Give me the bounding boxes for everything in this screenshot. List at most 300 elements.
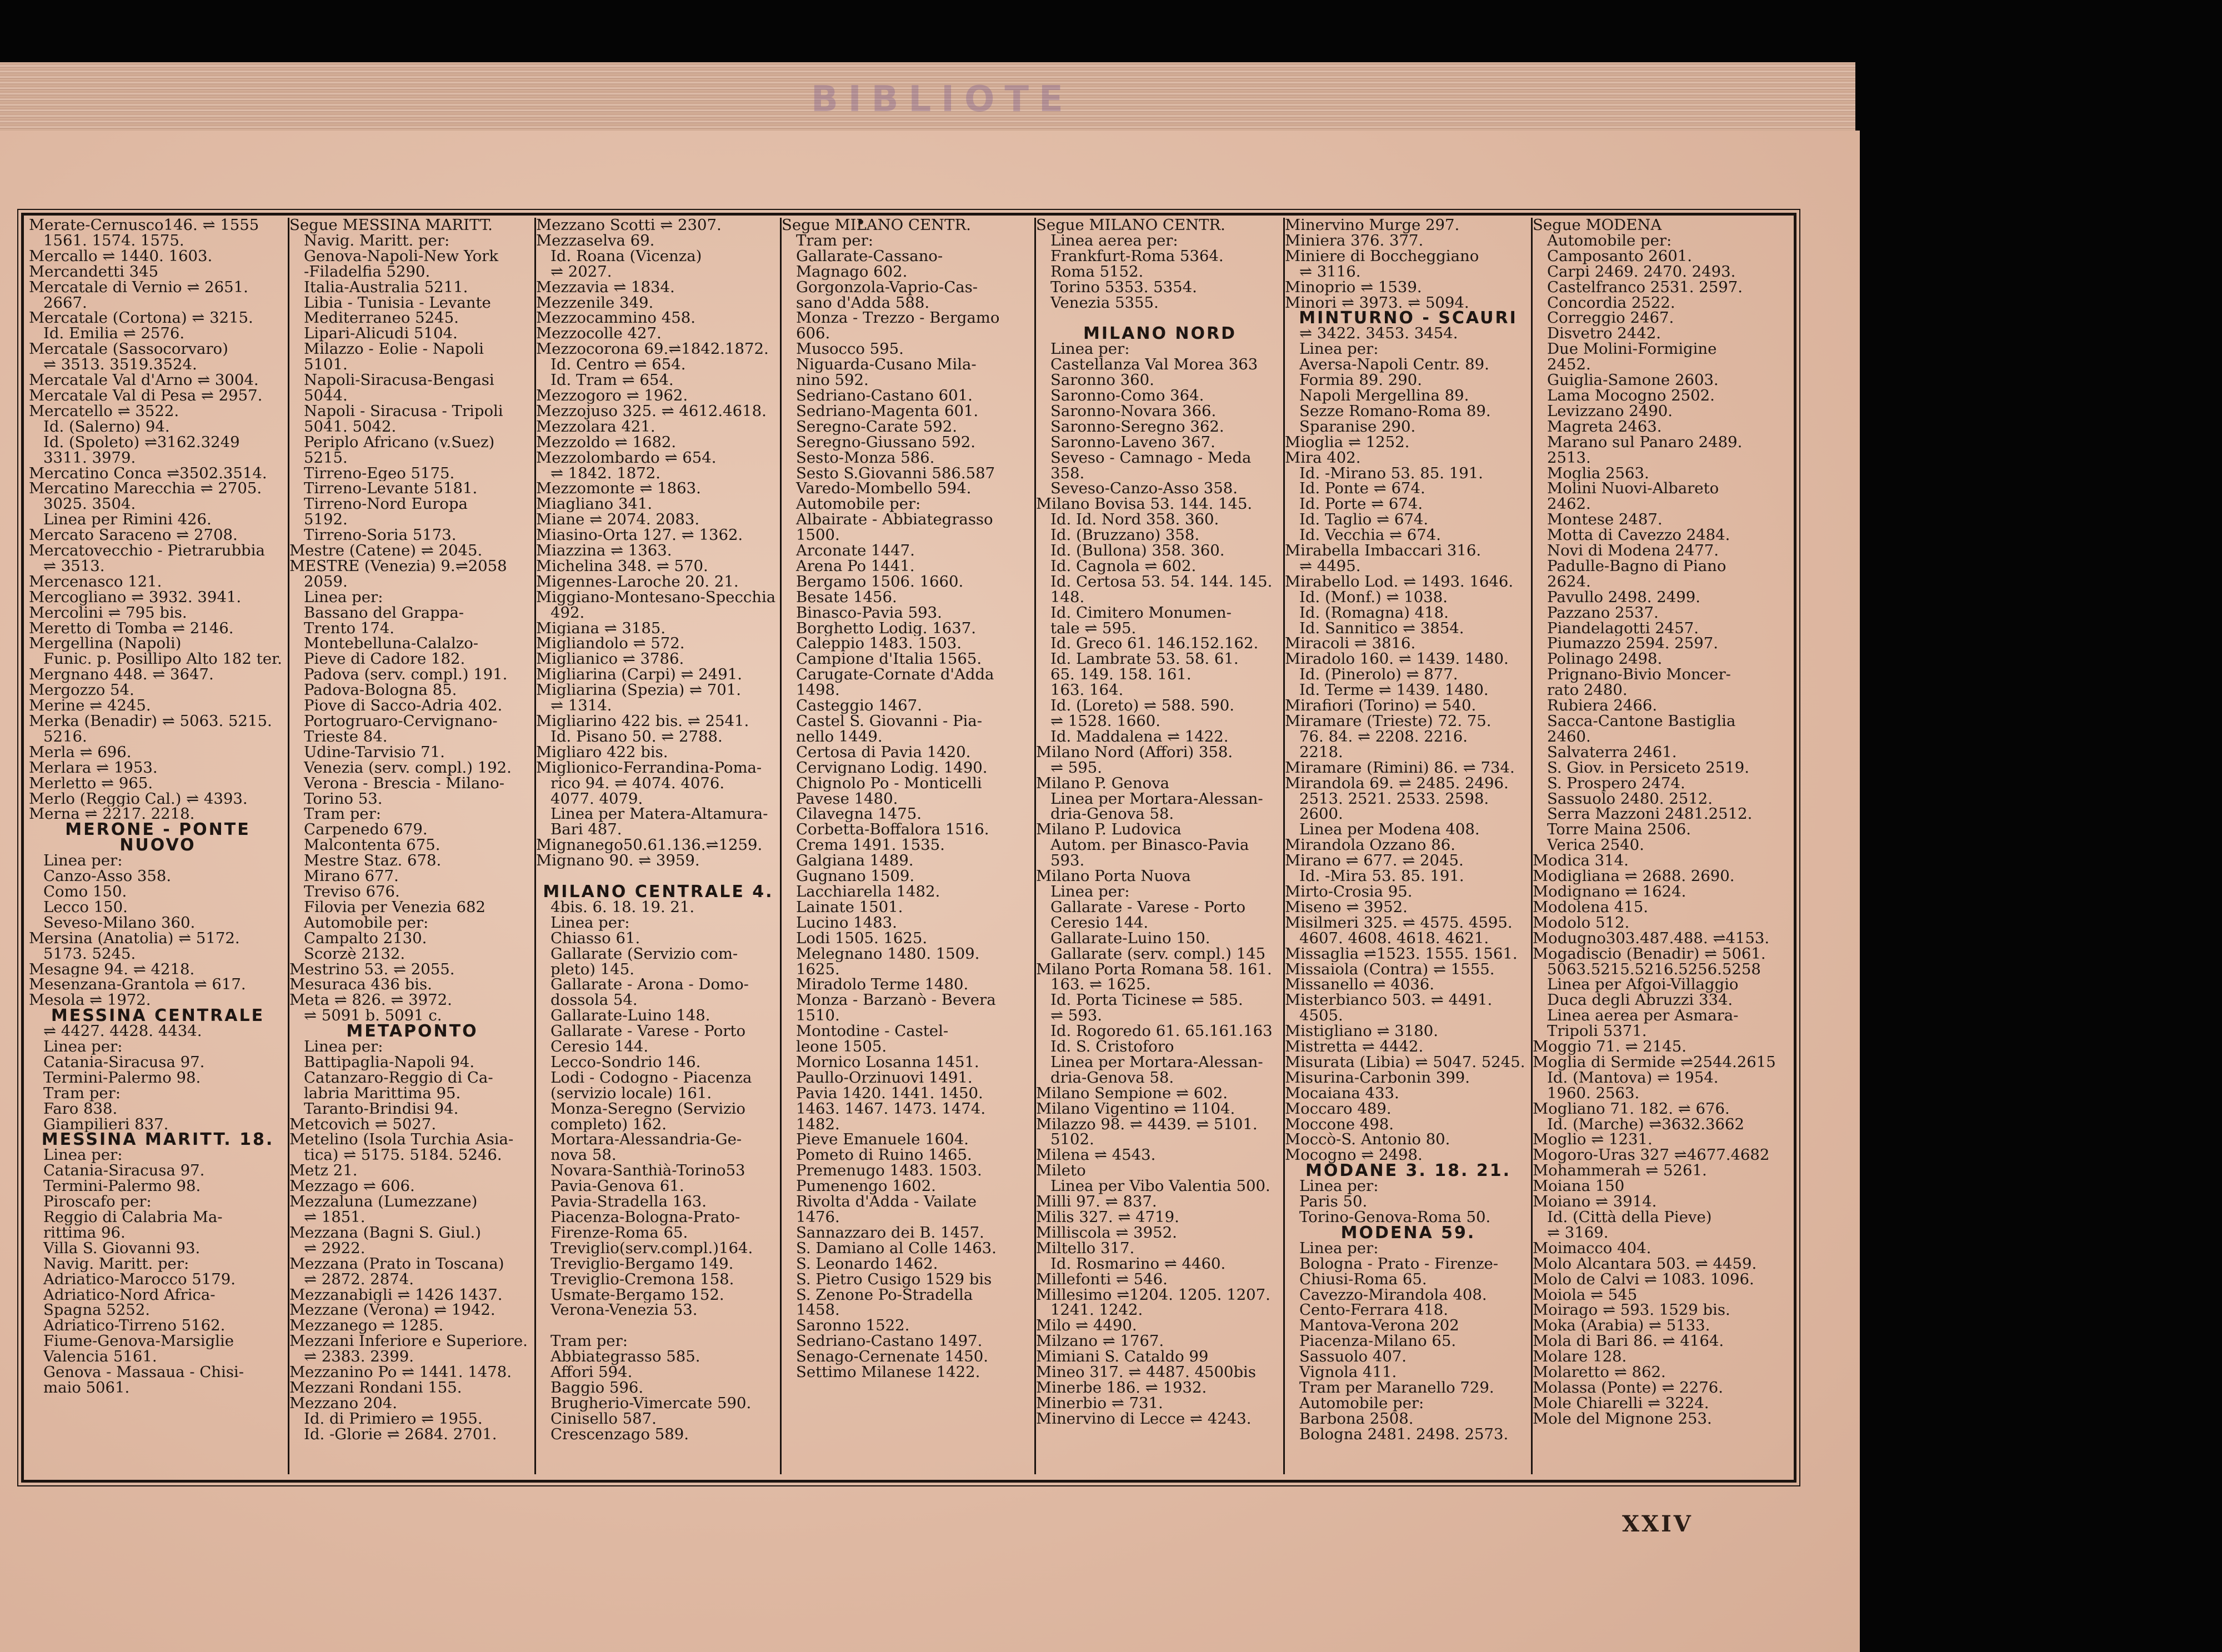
index-entry: Moglia 2563. (1547, 465, 1649, 482)
index-entry: Mezzocorona 69.⇌1842.1872. (536, 342, 769, 358)
index-entry: Mantova-Verona 202 (1299, 1318, 1459, 1334)
index-entry: Tirreno-Levante 5181. (304, 481, 478, 497)
index-entry: Pometo di Ruino 1465. (796, 1148, 972, 1164)
index-entry: Moccone 498. (1285, 1117, 1394, 1133)
index-entry: Gugnano 1509. (796, 869, 915, 884)
index-entry: Automobile per: (1547, 233, 1672, 249)
index-entry: Id. Lambrate 53. 58. 61. (1050, 652, 1239, 668)
index-entry: Id. Porte ⇌ 674. (1299, 497, 1423, 513)
index-entry: Treviglio(serv.compl.)164. (551, 1240, 753, 1256)
index-entry: Merlo (Reggio Cal.) ⇌ 4393. (29, 791, 248, 807)
index-entry: dossola 54. (551, 993, 638, 1009)
index-entry: 492. (551, 605, 585, 621)
index-entry: 606. (796, 326, 830, 342)
index-entry: Firenze-Roma 65. (551, 1225, 688, 1241)
index-entry: Mercatale Val d'Arno ⇌ 3004. (29, 373, 259, 388)
index-entry: ⇌ 3513. 3519.3524. (43, 357, 197, 373)
index-entry: Linea per Matera-Altamura- (551, 807, 768, 823)
index-entry: Id. Maddalena ⇌ 1422. (1050, 729, 1229, 745)
index-entry: Merna ⇌ 2217. 2218. (29, 807, 195, 823)
index-entry: Mirto-Crosia 95. (1285, 884, 1413, 900)
index-entry: Id. -Mira 53. 85. 191. (1299, 869, 1464, 884)
index-entry: Sparanise 290. (1299, 419, 1416, 435)
index-entry: Battipaglia-Napoli 94. (304, 1054, 475, 1070)
index-entry: Mole Chiarelli ⇌ 3224. (1533, 1395, 1709, 1411)
index-entry: Milena ⇌ 4543. (1036, 1148, 1156, 1164)
index-entry: Motta di Cavezzo 2484. (1547, 528, 1730, 544)
index-entry: Mezzanabigli ⇌ 1426 1437. (289, 1287, 503, 1303)
index-entry (1036, 311, 1284, 326)
index-entry: Modignano ⇌ 1624. (1533, 884, 1686, 900)
index-entry: Linea aerea per Asmara- (1547, 1008, 1739, 1024)
index-entry: Sedriano-Castano 601. (796, 388, 973, 404)
index-entry: 65. 149. 158. 161. (1050, 667, 1192, 683)
index-entry: Gallarate-Luino 148. (551, 1008, 710, 1024)
index-entry: Termini-Palermo 98. (43, 1179, 201, 1195)
index-entry: Mezzogoro ⇌ 1962. (536, 388, 688, 404)
index-entry: Binasco-Pavia 593. (796, 605, 942, 621)
index-entry: Milano Sempione ⇌ 602. (1036, 1085, 1228, 1102)
index-entry: Salvaterra 2461. (1547, 744, 1677, 760)
library-stamp: BIBLIOTE (811, 79, 1073, 120)
index-entry: Missaiola (Contra) ⇌ 1555. (1285, 962, 1495, 978)
index-entry: Mola di Bari 86. ⇌ 4164. (1533, 1334, 1724, 1350)
index-entry: Mezzano 204. (289, 1395, 398, 1411)
index-entry: Milano P. Ludovica (1036, 822, 1182, 838)
index-entry: Lucino 1483. (796, 915, 897, 931)
index-entry (536, 1318, 780, 1334)
index-entry: Piumazzo 2594. 2597. (1547, 636, 1718, 652)
index-entry: Milano P. Genova (1036, 775, 1170, 792)
index-entry: Mesuraca 436 bis. (289, 977, 432, 993)
index-entry: Albairate - Abbiategrasso (796, 512, 993, 528)
index-entry: Spagna 5252. (43, 1303, 151, 1319)
index-entry: Linea aerea per: (1050, 233, 1178, 249)
index-entry: Casteggio 1467. (796, 698, 922, 714)
index-entry: Automobile per: (796, 497, 921, 513)
index-entry: Id. Sannitico ⇌ 3854. (1299, 620, 1464, 637)
index-entry: Venezia 5355. (1050, 295, 1159, 311)
index-entry: ⇌ 2383. 2399. (304, 1349, 414, 1365)
index-entry: Miniera 376. 377. (1285, 233, 1424, 249)
index-entry: Settimo Milanese 1422. (796, 1365, 980, 1380)
index-entry: Mirandola Ozzano 86. (1285, 838, 1455, 854)
index-entry: Lipari-Alicudi 5104. (304, 326, 458, 342)
index-entry: Faro 838. (43, 1101, 118, 1117)
index-entry: Bologna 2481. 2498. 2573. (1299, 1426, 1509, 1443)
index-entry: Tram per Maranello 729. (1299, 1380, 1494, 1396)
index-entry: Mortara-Alessandria-Ge- (551, 1132, 742, 1148)
index-entry: Malcontenta 675. (304, 838, 441, 854)
index-entry: Lacchiarella 1482. (796, 884, 940, 900)
index-entry: Gallarate-Luino 150. (1050, 930, 1210, 947)
index-entry: Moiana 150 (1533, 1179, 1625, 1195)
index-entry: Gallarate - Arona - Domo- (551, 977, 749, 993)
index-entry: ⇌ 2872. 2874. (304, 1271, 414, 1288)
index-entry: 1960. 2563. (1547, 1085, 1640, 1102)
index-entry: Mezzaselva 69. (536, 233, 655, 249)
index-entry: Moiola ⇌ 545 (1533, 1287, 1638, 1303)
index-entry: Linea per Mortara-Alessan- (1050, 791, 1263, 807)
index-entry: labria Marittima 95. (304, 1085, 461, 1102)
index-entry: Gallarate - Varese - Porto (551, 1024, 746, 1040)
index-entry: Autom. per Binasco-Pavia (1050, 838, 1249, 854)
index-entry: Pumenengo 1602. (796, 1179, 936, 1195)
index-entry: Guiglia-Samone 2603. (1547, 373, 1719, 388)
index-entry: Baggio 596. (551, 1380, 644, 1396)
index-entry: Verona-Venezia 53. (551, 1303, 698, 1319)
index-entry: Modica 314. (1533, 853, 1629, 869)
index-entry: Lainate 1501. (796, 899, 903, 915)
index-entry: Lama Mocogno 2502. (1547, 388, 1715, 404)
index-entry: Mercatovecchio - Pietrarubbia (29, 543, 265, 559)
index-entry: Mezzanino Po ⇌ 1441. 1478. (289, 1365, 512, 1380)
index-entry: Mirafiori (Torino) ⇌ 540. (1285, 698, 1477, 714)
index-entry: Chignolo Po - Monticelli (796, 775, 982, 792)
index-entry: Formia 89. 290. (1299, 373, 1422, 388)
index-entry: Mogadiscio (Benadir) ⇌ 5061. (1533, 946, 1766, 962)
index-entry: Miggiano-Montesano-Specchia (536, 589, 776, 605)
index-entry: Paris 50. (1299, 1194, 1368, 1210)
index-entry: Linea per: (43, 1039, 123, 1055)
index-entry: Varedo-Mombello 594. (796, 481, 972, 497)
index-entry: MESTRE (Venezia) 9.⇌2058 (289, 558, 507, 574)
index-entry: Barbona 2508. (1299, 1411, 1414, 1427)
index-entry: Miazzina ⇌ 1363. (536, 543, 672, 559)
index-entry: Id. (Marche) ⇌3632.3662 (1547, 1117, 1744, 1133)
index-entry: Id. -Glorie ⇌ 2684. 2701. (304, 1426, 497, 1443)
index-entry: ⇌ 1528. 1660. (1050, 714, 1160, 729)
index-entry: Tirreno-Nord Europa (304, 497, 468, 513)
index-entry: Sassuolo 407. (1299, 1349, 1407, 1365)
index-entry: Migiana ⇌ 3185. (536, 620, 666, 637)
index-entry: Millesimo ⇌1204. 1205. 1207. (1036, 1287, 1270, 1303)
index-entry: maio 5061. (43, 1380, 130, 1396)
index-entry: Id. S. Cristoforo (1050, 1039, 1174, 1055)
index-entry: ⇌ 3169. (1547, 1225, 1609, 1241)
index-entry: Due Molini-Formigine (1547, 342, 1717, 358)
index-entry: Id. (Spoleto) ⇌3162.3249 (43, 434, 240, 450)
index-entry: Montese 2487. (1547, 512, 1663, 528)
index-entry: Crescenzago 589. (551, 1426, 689, 1443)
index-entry: Piove di Sacco-Adria 402. (304, 698, 503, 714)
index-entry: 4077. 4079. (551, 791, 643, 807)
index-entry: Moccaro 489. (1285, 1101, 1392, 1117)
index-entry: ⇌ 593. (1050, 1008, 1103, 1024)
index-entry: 1458. (796, 1303, 840, 1319)
index-entry: Miane ⇌ 2074. 2083. (536, 512, 700, 528)
index-entry: Mercallo ⇌ 1440. 1603. (29, 248, 213, 264)
index-entry: 3311. 3979. (43, 450, 136, 466)
page-edge (0, 62, 1855, 136)
index-entry: Filovia per Venezia 682 (304, 899, 486, 915)
index-entry (536, 869, 780, 884)
index-entry: Chiusi-Roma 65. (1299, 1271, 1427, 1288)
index-entry: Pieve Emanuele 1604. (796, 1132, 969, 1148)
index-entry: Seregno-Giussano 592. (796, 434, 976, 450)
index-entry: 148. (1050, 589, 1085, 605)
index-entry: Moglia di Sermide ⇌2544.2615 (1533, 1054, 1776, 1070)
index-entry: Pazzano 2537. (1547, 605, 1659, 621)
index-entry: Mohammerah ⇌ 5261. (1533, 1163, 1707, 1179)
index-entry: Segue MESSINA MARITT. (289, 218, 493, 233)
index-entry: Gallarate (serv. compl.) 145 (1050, 946, 1266, 962)
index-entry: Seveso-Canzo-Asso 358. (1050, 481, 1238, 497)
index-entry: Milazzo - Eolie - Napoli (304, 342, 484, 358)
index-entry: Saronno-Laveno 367. (1050, 434, 1215, 450)
index-entry: Milano Nord (Affori) 358. (1036, 744, 1233, 760)
index-entry: Mezzocammino 458. (536, 311, 695, 327)
index-entry: Sezze Romano-Roma 89. (1299, 403, 1491, 419)
index-entry: Mezzolara 421. (536, 419, 655, 435)
index-entry: Mercatino Conca ⇌3502.3514. (29, 465, 267, 482)
index-entry: Corbetta-Boffalora 1516. (796, 822, 989, 838)
index-entry: Mezzani Rondani 155. (289, 1380, 462, 1396)
index-entry: Linea per Afgoi-Villaggio (1547, 977, 1739, 993)
index-entry: Moglio ⇌ 1231. (1533, 1132, 1653, 1148)
index-entry: Sedriano-Castano 1497. (796, 1334, 983, 1350)
index-entry: nova 58. (551, 1148, 617, 1164)
index-entry: Segue MILANO CENTR. (1036, 218, 1225, 233)
index-entry: Monza-Seregno (Servizio (551, 1101, 745, 1117)
index-entry: Canzo-Asso 358. (43, 869, 172, 884)
section-heading: MESSINA CENTRALE (51, 1008, 265, 1024)
section-heading: MODENA 59. (1340, 1225, 1476, 1241)
index-entry: Mestre (Catene) ⇌ 2045. (289, 543, 483, 559)
index-entry: Marano sul Panaro 2489. (1547, 434, 1743, 450)
index-entry: Adriatico-Nord Africa- (43, 1287, 216, 1303)
index-entry: Padulle-Bagno di Piano (1547, 558, 1726, 574)
index-entry: Milli 97. ⇌ 837. (1036, 1194, 1157, 1210)
index-entry: Migliaro 422 bis. (536, 744, 668, 760)
index-column-7 (1531, 218, 1788, 1474)
index-entry: Mirabella Imbaccari 316. (1285, 543, 1482, 559)
index-entry: Mestre Staz. 678. (304, 853, 442, 869)
index-entry: Carugate-Cornate d'Adda (796, 667, 994, 683)
index-entry: Automobile per: (304, 915, 429, 931)
index-entry: Linea per Modena 408. (1299, 822, 1480, 838)
index-entry: Id. (Mantova) ⇌ 1954. (1547, 1070, 1719, 1086)
index-entry: Sannazzaro dei B. 1457. (796, 1225, 984, 1241)
index-entry: Tram per: (304, 807, 381, 823)
index-entry: Id. Emilia ⇌ 2576. (43, 326, 185, 342)
index-entry: Besate 1456. (796, 589, 897, 605)
index-entry: Migliandolo ⇌ 572. (536, 636, 685, 652)
index-entry: Modolo 512. (1533, 915, 1630, 931)
index-entry: Linea per: (304, 1039, 383, 1055)
index-entry: Piacenza-Milano 65. (1299, 1334, 1457, 1350)
index-entry: Mersina (Anatolia) ⇌ 5172. (29, 930, 240, 947)
index-entry: Bologna - Prato - Firenze- (1299, 1256, 1499, 1272)
index-entry: Mezzocolle 427. (536, 326, 662, 342)
index-entry: Id. (Salerno) 94. (43, 419, 170, 435)
index-entry: Linea per Mortara-Alessan- (1050, 1054, 1263, 1070)
index-entry: Millefonti ⇌ 546. (1036, 1271, 1168, 1288)
index-entry: Merla ⇌ 696. (29, 744, 132, 760)
index-entry: 5173. 5245. (43, 946, 136, 962)
index-entry: S. Zenone Po-Stradella (796, 1287, 973, 1303)
index-entry: Mezzavia ⇌ 1834. (536, 279, 675, 296)
index-entry: Molassa (Ponte) ⇌ 2276. (1533, 1380, 1723, 1396)
index-entry: 2513. (1547, 450, 1591, 466)
index-entry: Torino 5353. 5354. (1050, 279, 1197, 296)
index-entry: ⇌ 1851. (304, 1210, 366, 1225)
index-entry: Mirandola 69. ⇌ 2485. 2496. (1285, 775, 1509, 792)
index-entry: 4607. 4608. 4618. 4621. (1299, 930, 1489, 947)
section-heading: MILANO NORD (1083, 326, 1237, 342)
index-entry: Magreta 2463. (1547, 419, 1662, 435)
index-entry: Mileto (1036, 1163, 1086, 1179)
index-entry: Catanzaro-Reggio di Ca- (304, 1070, 493, 1086)
index-entry: ⇌ 595. (1050, 760, 1103, 776)
index-entry: ⇌ 2922. (304, 1240, 366, 1256)
index-entry: Castellanza Val Morea 363 (1050, 357, 1258, 373)
index-entry: Saronno 1522. (796, 1318, 910, 1334)
index-entry: S. Prospero 2474. (1547, 775, 1685, 792)
index-entry: Mezzolombardo ⇌ 654. (536, 450, 717, 466)
index-entry: Mercato Saraceno ⇌ 2708. (29, 528, 238, 544)
index-entry: Mistretta ⇌ 4442. (1285, 1039, 1424, 1055)
index-entry: 2667. (43, 295, 87, 311)
index-entry: Vignola 411. (1299, 1365, 1397, 1380)
index-entry: 5101. (304, 357, 348, 373)
index-entry: Segue MILANO CENTR. (782, 218, 971, 233)
index-entry: Linea per: (551, 915, 630, 931)
index-entry: Premenugo 1483. 1503. (796, 1163, 982, 1179)
index-entry: ⇌ 3513. (43, 558, 105, 574)
index-entry: 2513. 2521. 2533. 2598. (1299, 791, 1489, 807)
index-entry: Mezzoldo ⇌ 1682. (536, 434, 677, 450)
index-entry: pleto) 145. (551, 962, 634, 978)
index-entry: Id. (Bullona) 358. 360. (1050, 543, 1225, 559)
index-entry: S. Leonardo 1462. (796, 1256, 938, 1272)
index-entry: Tirreno-Soria 5173. (304, 528, 457, 544)
index-entry: Id. Rosmarino ⇌ 4460. (1050, 1256, 1226, 1272)
index-entry: Milo ⇌ 4490. (1036, 1318, 1137, 1334)
index-entry: Pavia-Genova 61. (551, 1179, 684, 1195)
index-entry: Affori 594. (551, 1365, 633, 1380)
index-entry: ⇌ 5091 b. 5091 c. (304, 1008, 442, 1024)
index-entry: Molo de Calvi ⇌ 1083. 1096. (1533, 1271, 1754, 1288)
index-entry: Modolena 415. (1533, 899, 1649, 915)
index-entry: Monza - Trezzo - Bergamo (796, 311, 1000, 327)
index-entry: Milazzo 98. ⇌ 4439. ⇌ 5101. (1036, 1117, 1258, 1133)
index-entry: Correggio 2467. (1547, 311, 1674, 327)
index-entry: Reggio di Calabria Ma- (43, 1210, 223, 1225)
index-entry: Mercatale di Vernio ⇌ 2651. (29, 279, 248, 296)
index-entry: Missaglia ⇌1523. 1555. 1561. (1285, 946, 1518, 962)
index-entry: Chiasso 61. (551, 930, 640, 947)
index-entry: Tripoli 5371. (1547, 1024, 1647, 1040)
index-entry: -Filadelfia 5290. (304, 264, 431, 280)
index-entry: Montebelluna-Calalzo- (304, 636, 479, 652)
index-entry: Milano Bovisa 53. 144. 145. (1036, 497, 1253, 513)
section-heading: MESSINA MARITT. 18. (41, 1132, 274, 1148)
index-entry: S. Pietro Cusigo 1529 bis (796, 1271, 992, 1288)
index-entry: Id. Pisano 50. ⇌ 2788. (551, 729, 723, 745)
index-entry: Senago-Cernenate 1450. (796, 1349, 989, 1365)
index-entry: Misterbianco 503. ⇌ 4491. (1285, 993, 1493, 1009)
index-entry: Mergellina (Napoli) (29, 636, 182, 652)
index-entry: Mercenasco 121. (29, 574, 162, 590)
index-entry: Frankfurt-Roma 5364. (1050, 248, 1224, 264)
index-entry: Padova (serv. compl.) 191. (304, 667, 508, 683)
index-entry: Mercatale (Sassocorvaro) (29, 342, 228, 358)
index-entry: Mercatale Val di Pesa ⇌ 2957. (29, 388, 263, 404)
index-entry: 1241. 1242. (1050, 1303, 1143, 1319)
index-entry: Trieste 84. (304, 729, 388, 745)
index-entry: Id. Cimitero Monumen- (1050, 605, 1232, 621)
index-entry: 2218. (1299, 744, 1343, 760)
index-column-4 (780, 218, 1035, 1474)
index-entry: Mezzane (Verona) ⇌ 1942. (289, 1303, 496, 1319)
index-entry: Miseno ⇌ 3952. (1285, 899, 1408, 915)
index-entry: Minerbe 186. ⇌ 1932. (1036, 1380, 1207, 1396)
index-column-2 (288, 218, 535, 1474)
index-entry: Roma 5152. (1050, 264, 1144, 280)
index-entry: Mogoro-Uras 327 ⇌4677.4682 (1533, 1148, 1770, 1164)
index-entry: Mistigliano ⇌ 3180. (1285, 1024, 1439, 1040)
index-entry: Sedriano-Magenta 601. (796, 403, 979, 419)
index-entry: Novi di Modena 2477. (1547, 543, 1719, 559)
index-entry: Carpi 2469. 2470. 2493. (1547, 264, 1736, 280)
index-entry: Minori ⇌ 3973. ⇌ 5094. (1285, 295, 1469, 311)
index-entry: Mergnano 448. ⇌ 3647. (29, 667, 214, 683)
index-entry: Mira 402. (1285, 450, 1361, 466)
index-entry: rittima 96. (43, 1225, 126, 1241)
index-entry: Saronno-Como 364. (1050, 388, 1204, 404)
index-entry: Concordia 2522. (1547, 295, 1675, 311)
index-entry: Piroscafo per: (43, 1194, 152, 1210)
index-entry: 1510. (796, 1008, 840, 1024)
index-entry: Id. Taglio ⇌ 674. (1299, 512, 1429, 528)
index-entry: (servizio locale) 161. (551, 1085, 712, 1102)
index-entry: Cinisello 587. (551, 1411, 657, 1427)
index-entry: 1561. 1574. 1575. (43, 233, 184, 249)
index-entry: Mimiani S. Cataldo 99 (1036, 1349, 1209, 1365)
index-entry: Scorzè 2132. (304, 946, 406, 962)
index-entry: Pavese 1480. (796, 791, 898, 807)
index-entry: 76. 84. ⇌ 2208. 2216. (1299, 729, 1468, 745)
index-entry: Periplo Africano (v.Suez) (304, 434, 495, 450)
index-entry: S. Giov. in Persiceto 2519. (1547, 760, 1750, 776)
index-entry: Milliscola ⇌ 3952. (1036, 1225, 1177, 1241)
index-entry: Id. Porta Ticinese ⇌ 585. (1050, 993, 1243, 1009)
index-entry: nello 1449. (796, 729, 883, 745)
index-entry: Missanello ⇌ 4036. (1285, 977, 1434, 993)
index-entry: Levizzano 2490. (1547, 403, 1673, 419)
index-entry: Mediterraneo 5245. (304, 311, 459, 327)
index-entry: 1498. (796, 683, 840, 699)
index-entry: Mignano 90. ⇌ 3959. (536, 853, 700, 869)
index-entry: Miasino-Orta 127. ⇌ 1362. (536, 528, 743, 544)
index-entry: Mezzago ⇌ 606. (289, 1179, 415, 1195)
index-entry: Mezzojuso 325. ⇌ 4612.4618. (536, 403, 767, 419)
index-entry: Mocogno ⇌ 2498. (1285, 1148, 1423, 1164)
index-entry: 2059. (304, 574, 348, 590)
index-entry: Lodi - Codogno - Piacenza (551, 1070, 752, 1086)
index-entry: Cilavegna 1475. (796, 807, 922, 823)
index-entry: 1463. 1467. 1473. 1474. (796, 1101, 986, 1117)
index-entry: Metcovich ⇌ 5027. (289, 1117, 437, 1133)
index-entry: Caleppio 1483. 1503. (796, 636, 962, 652)
index-entry: Merletto ⇌ 965. (29, 775, 153, 792)
index-entry: Mezzano Scotti ⇌ 2307. (536, 218, 722, 233)
index-entry: Modigliana ⇌ 2688. 2690. (1533, 869, 1735, 884)
index-entry: Niguarda-Cusano Mila- (796, 357, 977, 373)
index-entry: Mercandetti 345 (29, 264, 159, 280)
index-entry: Linea per: (1299, 342, 1379, 358)
